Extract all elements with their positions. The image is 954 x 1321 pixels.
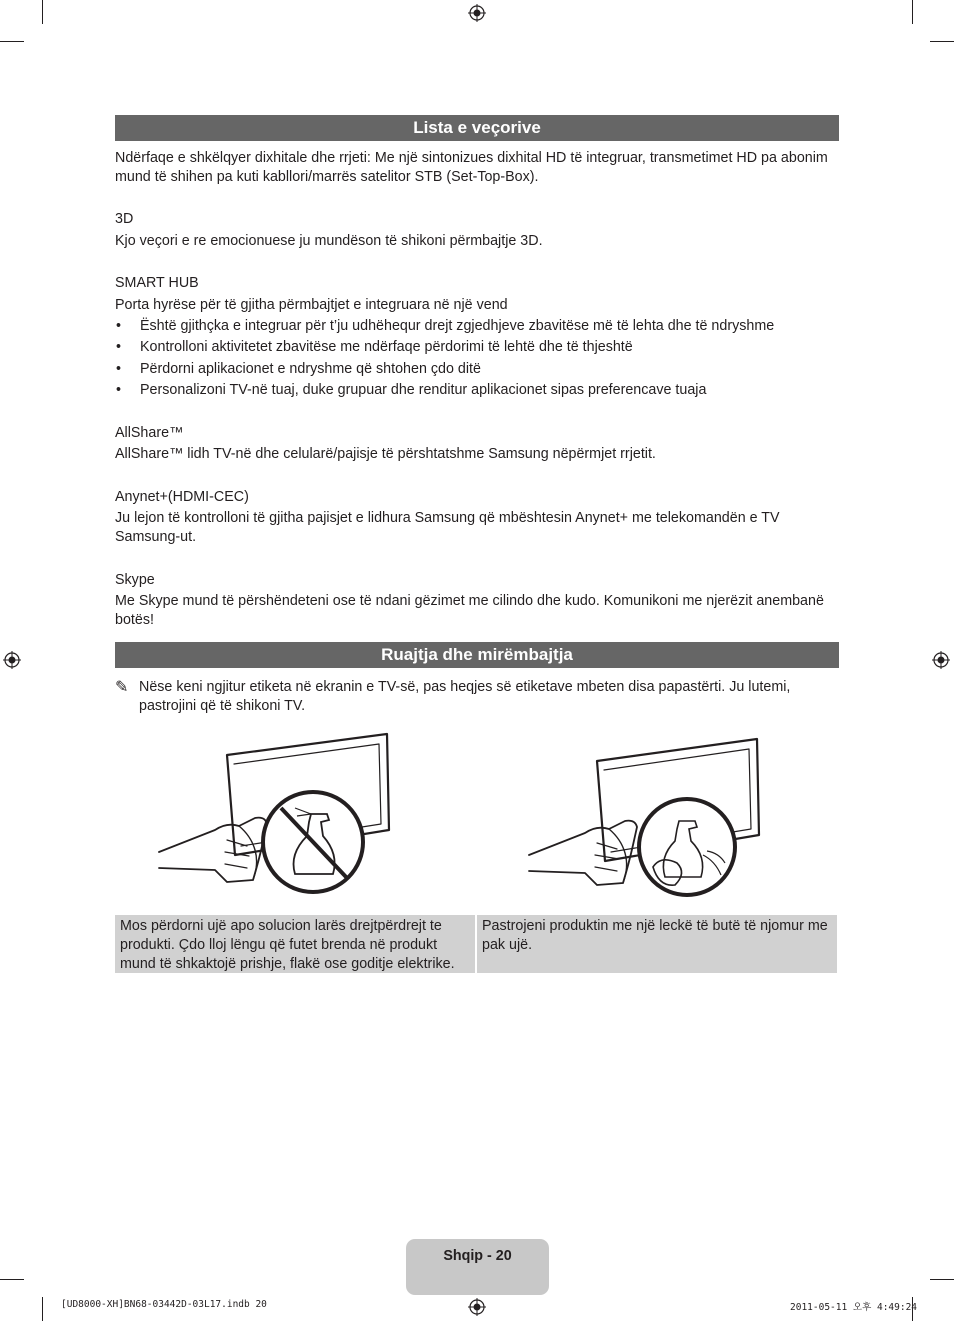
list-item: • Është gjithçka e integruar për t’ju udhëhequr drejt zgjedhjeve zbavitëse më të lehta dhe të ndryshme [115, 317, 841, 338]
feature-text-allshare: AllShare™ lidh TV-në dhe celularë/pajisje të përshtatshme Samsung nëpërmjet rrjetit. [115, 446, 656, 462]
crop-mark [42, 1297, 43, 1321]
smart-hub-bullet-list [115, 317, 841, 402]
caption-no-spray: Mos përdorni ujë apo solucion larës drejtpërdrejt te produkti. Çdo lloj lëngu që futet brenda në produkt mund të shkaktojë prishje, flakë ose goditje elektrike. [115, 915, 475, 973]
registration-mark-icon [468, 4, 486, 22]
crop-mark [930, 1279, 954, 1280]
pencil-note-icon: ✎ [115, 679, 129, 696]
print-slug-timestamp: 2011-05-11 오후 4:49:24 [790, 1302, 918, 1313]
feature-heading-3d: 3D [115, 211, 134, 227]
crop-mark [912, 0, 913, 24]
crop-mark [42, 0, 43, 24]
no-spray-illustration [155, 730, 395, 910]
registration-mark-icon [3, 651, 21, 669]
page-number: Shqip - 20 [406, 1239, 549, 1295]
feature-heading-allshare: AllShare™ [115, 425, 184, 441]
feature-text-anynet: Ju lejon të kontrolloni të gjitha pajisjet e lidhura Samsung që mbështesin Anynet+ me telekomandën e TV Samsung-ut. [115, 510, 780, 545]
registration-mark-icon [932, 651, 950, 669]
feature-heading-skype: Skype [115, 572, 155, 588]
care-note-text: Nëse keni ngjitur etiketa në ekranin e TV-së, pas heqjes së etiketave mbeten disa papastërti. Ju lutemi, pastrojini që të shikoni TV. [139, 679, 791, 714]
feature-text-smart-hub: Porta hyrëse për të gjitha përmbajtjet e integruara në një vend [115, 297, 508, 313]
feature-text-3d: Kjo veçori e re emocionuese ju mundëson të shikoni përmbajtje 3D. [115, 233, 543, 249]
water-cloth-icon [639, 799, 735, 895]
registration-mark-icon [468, 1298, 486, 1316]
care-section-title: Ruajtja dhe mirëmbajtja [115, 642, 839, 668]
feature-text-skype: Me Skype mund të përshëndeteni ose të ndani gëzimet me cilindo dhe kudo. Komunikoni me njerëzit anembanë botës! [115, 593, 824, 628]
features-intro: Ndërfaqe e shkëlqyer dixhitale dhe rrjeti: Me një sintonizues dixhital HD të integruar, transmetimet HD pa abonim mund të shihen pa kuti kabllori/marrës satelitor STB (Set-Top-Box). [115, 150, 828, 185]
damp-cloth-illustration [525, 735, 770, 910]
features-section-title: Lista e veçorive [115, 115, 839, 141]
feature-heading-smart-hub: SMART HUB [115, 275, 199, 291]
list-item: • Personalizoni TV-në tuaj, duke grupuar dhe renditur aplikacionet sipas preferencave tuaja [115, 381, 841, 402]
crop-mark [0, 41, 24, 42]
crop-mark [0, 1279, 24, 1280]
list-item: • Përdorni aplikacionet e ndryshme që shtohen çdo ditë [115, 360, 841, 381]
caption-damp-cloth: Pastrojeni produktin me një leckë të butë të njomur me pak ujë. [477, 915, 837, 973]
care-note [115, 678, 841, 716]
prohibition-sign-icon [263, 792, 363, 892]
feature-heading-anynet: Anynet+(HDMI-CEC) [115, 489, 249, 505]
print-slug-file: [UD8000-XH]BN68-03442D-03L17.indb 20 [61, 1299, 267, 1310]
list-item: • Kontrolloni aktivitetet zbavitëse me ndërfaqe përdorimi të lehtë dhe të thjeshtë [115, 338, 841, 359]
crop-mark [930, 41, 954, 42]
